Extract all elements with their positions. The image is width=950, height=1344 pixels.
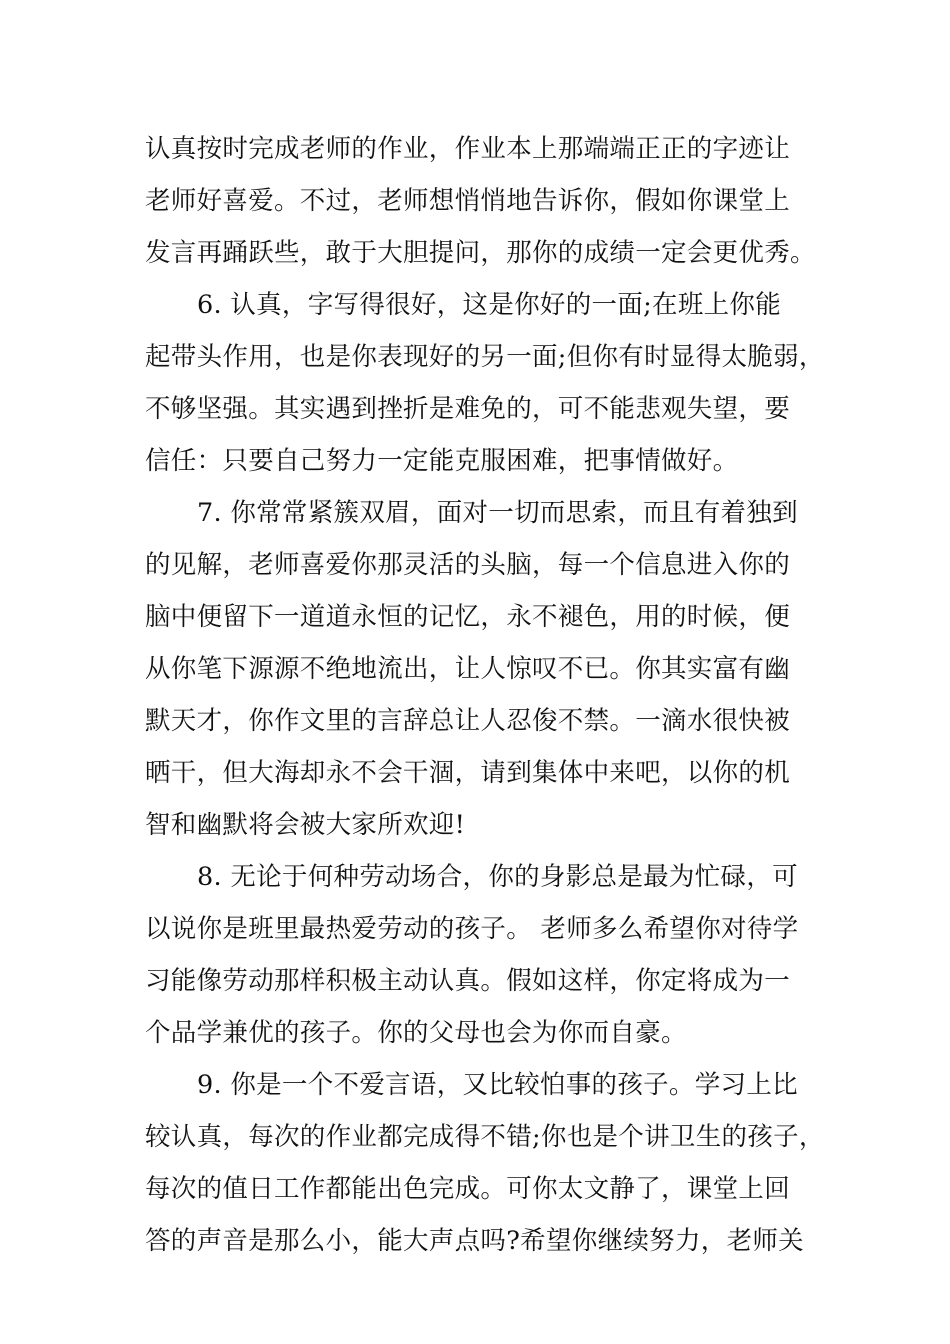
- text-line: 每次的值日工作都能出色完成。可你太文静了，课堂上回: [145, 1174, 791, 1204]
- paragraph-9-first-line: 9. 你是一个不爱言语，又比较怕事的孩子。学习上比: [197, 1070, 798, 1100]
- paragraph-8-first-line: 8. 无论于何种劳动场合，你的身影总是最为忙碌，可: [197, 862, 798, 892]
- text-line: 起带头作用，也是你表现好的另一面;但你有时显得太脆弱，: [145, 342, 825, 372]
- paragraph-7-first-line: 7. 你常常紧簇双眉，面对一切而思索，而且有着独到: [197, 498, 798, 528]
- text-line: 的见解，老师喜爱你那灵活的头脑，每一个信息进入你的: [145, 550, 791, 580]
- text-line: 老师好喜爱。不过，老师想悄悄地告诉你，假如你课堂上: [145, 186, 791, 216]
- text-line: 认真按时完成老师的作业，作业本上那端端正正的字迹让: [145, 134, 791, 164]
- text-line: 信任：只要自己努力一定能克服困难，把事情做好。: [145, 446, 739, 476]
- text-line: 以说你是班里最热爱劳动的孩子。 老师多么希望你对待学: [145, 914, 799, 944]
- text-line: 默天才，你作文里的言辞总让人忍俊不禁。一滴水很快被: [145, 706, 791, 736]
- text-line: 不够坚强。其实遇到挫折是难免的，可不能悲观失望，要: [145, 394, 791, 424]
- text-line: 个品学兼优的孩子。你的父母也会为你而自豪。: [145, 1018, 687, 1048]
- text-line: 发言再踊跃些，敢于大胆提问，那你的成绩一定会更优秀。: [145, 238, 816, 268]
- text-line: 答的声音是那么小，能大声点吗?希望你继续努力，老师关: [145, 1226, 804, 1256]
- text-line: 晒干，但大海却永不会干涸，请到集体中来吧，以你的机: [145, 758, 791, 788]
- text-line: 脑中便留下一道道永恒的记忆，永不褪色，用的时候，便: [145, 602, 791, 632]
- text-line: 习能像劳动那样积极主动认真。假如这样，你定将成为一: [145, 966, 791, 996]
- text-line: 智和幽默将会被大家所欢迎!: [145, 810, 466, 840]
- text-line: 从你笔下源源不绝地流出，让人惊叹不已。你其实富有幽: [145, 654, 791, 684]
- text-line: 较认真，每次的作业都完成得不错;你也是个讲卫生的孩子，: [145, 1122, 825, 1152]
- paragraph-6-first-line: 6. 认真，字写得很好，这是你好的一面;在班上你能: [197, 290, 782, 320]
- document-body: [145, 123, 825, 1267]
